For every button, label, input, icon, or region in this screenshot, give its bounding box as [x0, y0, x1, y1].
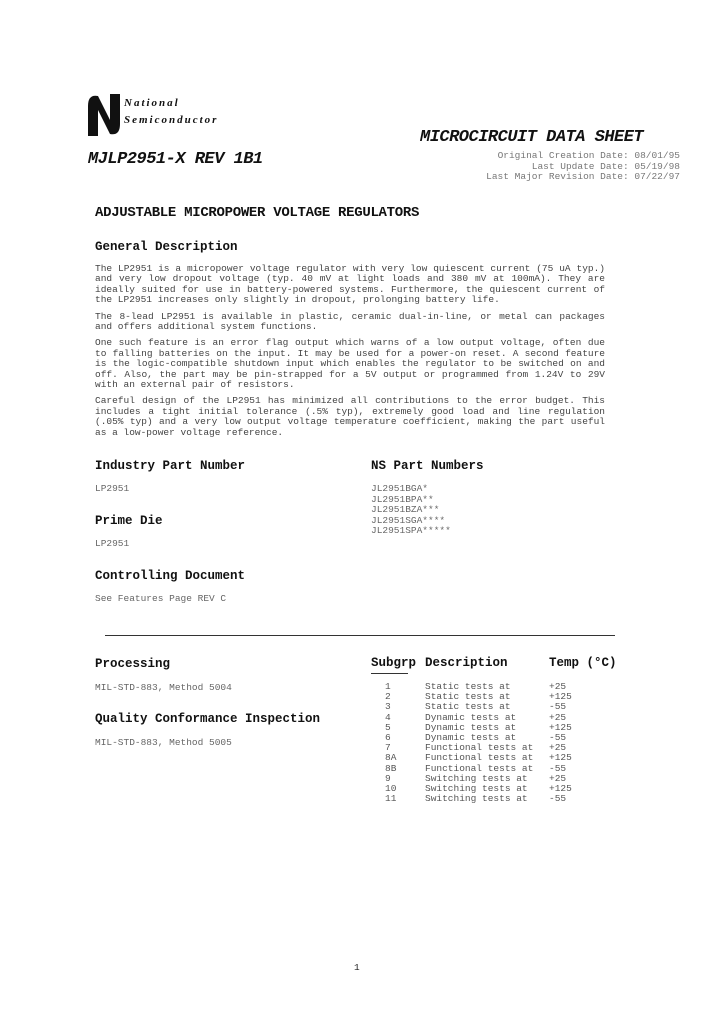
- temp-cell: +25: [549, 711, 567, 723]
- description-cell: Static tests at: [425, 701, 511, 713]
- description-cell: Functional tests at: [425, 762, 534, 774]
- logo-line-semiconductor: Semiconductor: [124, 114, 219, 126]
- revision-dates: [380, 151, 680, 183]
- description-cell: Static tests at: [425, 691, 511, 703]
- temp-cell: -55: [549, 701, 567, 713]
- description-cell: Dynamic tests at: [425, 732, 517, 743]
- ns-part-number: JL2951SGA****: [371, 514, 446, 526]
- temp-cell: +25: [549, 742, 567, 754]
- section-divider: [105, 635, 615, 636]
- description-paragraph-4: Careful design of the LP2951 has minimized all contributions to the error budget. This includes a tight initial tolerance (.5% typ), extremely good load and line regulation (.05% typ) and a very low output voltage temperature coefficient, making the part useful as a low-power voltage reference.: [95, 395, 605, 438]
- part-title: MJLP2951-X REV 1B1: [88, 150, 263, 169]
- page-number: 1: [354, 962, 360, 973]
- logo-line-national: National: [124, 97, 180, 109]
- subgrp-cell: 8A: [385, 752, 397, 764]
- subgrp-cell: 8B: [385, 762, 397, 774]
- subgrp-header-underline: [371, 673, 408, 674]
- temp-cell: -55: [549, 732, 567, 743]
- ns-part-number: JL2951BZA***: [371, 504, 440, 515]
- description-cell: Dynamic tests at: [425, 711, 517, 723]
- general-description-heading: General Description: [95, 240, 238, 254]
- temp-header: Temp (°C): [549, 656, 617, 670]
- description-header: Description: [425, 656, 508, 670]
- industry-part-value: LP2951: [95, 483, 130, 494]
- table-row: [358, 794, 628, 804]
- general-description-body: [95, 264, 605, 438]
- industry-part-heading: Industry Part Number: [95, 459, 246, 473]
- last-major-revision-date: Last Major Revision Date: 07/22/97: [486, 171, 680, 182]
- qci-value: MIL-STD-883, Method 5005: [95, 737, 232, 748]
- prime-die-value: LP2951: [95, 538, 130, 549]
- subgrp-cell: 5: [385, 721, 391, 733]
- qci-heading: Quality Conformance Inspection: [95, 712, 321, 726]
- subgrp-cell: 6: [385, 732, 391, 743]
- ns-part-numbers-list: [371, 484, 451, 537]
- subgrp-cell: 4: [385, 711, 391, 723]
- doc-title: MICROCIRCUIT DATA SHEET: [420, 128, 644, 147]
- prime-die-heading: Prime Die: [95, 514, 163, 528]
- controlling-document-heading: Controlling Document: [95, 569, 246, 583]
- subgrp-cell: 2: [385, 691, 391, 703]
- national-logo-icon: [84, 88, 124, 140]
- description-cell: Functional tests at: [425, 752, 534, 764]
- national-logo: [84, 88, 244, 144]
- description-cell: Functional tests at: [425, 742, 534, 754]
- original-creation-date: Original Creation Date: 08/01/95: [497, 150, 680, 161]
- temp-cell: +125: [549, 783, 572, 794]
- subgrp-header: Subgrp: [371, 656, 417, 670]
- description-cell: Dynamic tests at: [425, 721, 517, 733]
- description-paragraph-3: One such feature is an error flag output which warns of a low output voltage, often due to falling batteries on the input. It may be used for a power-on reset. A second feature is the logic-compatible shutdown input which enables the regulator to be switched on and off. Also, the part may be pin-strapped for a 5V output or programmed from 1.24V to 29V with an external pair of resistors.: [95, 337, 605, 391]
- temp-cell: -55: [549, 793, 567, 805]
- description-cell: Switching tests at: [425, 772, 528, 784]
- temp-cell: +25: [549, 772, 567, 784]
- last-update-date: Last Update Date: 05/19/98: [531, 160, 680, 172]
- ns-part-number: JL2951SPA*****: [371, 525, 451, 536]
- temp-cell: +25: [549, 681, 567, 692]
- subgrp-cell: 11: [385, 793, 397, 805]
- description-paragraph-1: The LP2951 is a micropower voltage regulator with very low quiescent current (75 uA typ.) and very low dropout voltage (typ. 40 mV at light loads and 380 mV at 100mA). They are ideally suited for use in battery-powered systems. Furthermore, the quiescent current of the LP2951 increases only slightly in dropout, prolonging battery life.: [95, 263, 605, 306]
- temp-cell: +125: [549, 691, 572, 703]
- ns-part-number: JL2951BGA*: [371, 483, 429, 494]
- controlling-document-value: See Features Page REV C: [95, 593, 227, 604]
- temp-cell: +125: [549, 752, 572, 764]
- subgrp-cell: 3: [385, 701, 391, 713]
- description-cell: Switching tests at: [425, 783, 528, 794]
- processing-value: MIL-STD-883, Method 5004: [95, 682, 232, 693]
- processing-heading: Processing: [95, 657, 171, 671]
- subgrp-cell: 10: [385, 783, 397, 794]
- temp-cell: -55: [549, 762, 567, 774]
- subgrp-cell: 7: [385, 742, 391, 754]
- description-cell: Switching tests at: [425, 793, 528, 805]
- ns-part-numbers-heading: NS Part Numbers: [371, 459, 484, 473]
- table-row: [358, 702, 628, 712]
- subgrp-cell: 9: [385, 772, 391, 784]
- ns-part-number: JL2951BPA**: [371, 493, 434, 505]
- description-cell: Static tests at: [425, 681, 511, 692]
- subgrp-cell: 1: [385, 681, 391, 692]
- subgroup-table: [358, 656, 628, 816]
- temp-cell: +125: [549, 721, 572, 733]
- subgroup-table-body: [358, 682, 628, 812]
- table-row: [358, 753, 628, 763]
- description-paragraph-2: The 8-lead LP2951 is available in plastic, ceramic dual-in-line, or metal can packages and offers additional system functions.: [95, 310, 605, 333]
- main-heading: ADJUSTABLE MICROPOWER VOLTAGE REGULATORS: [95, 205, 420, 221]
